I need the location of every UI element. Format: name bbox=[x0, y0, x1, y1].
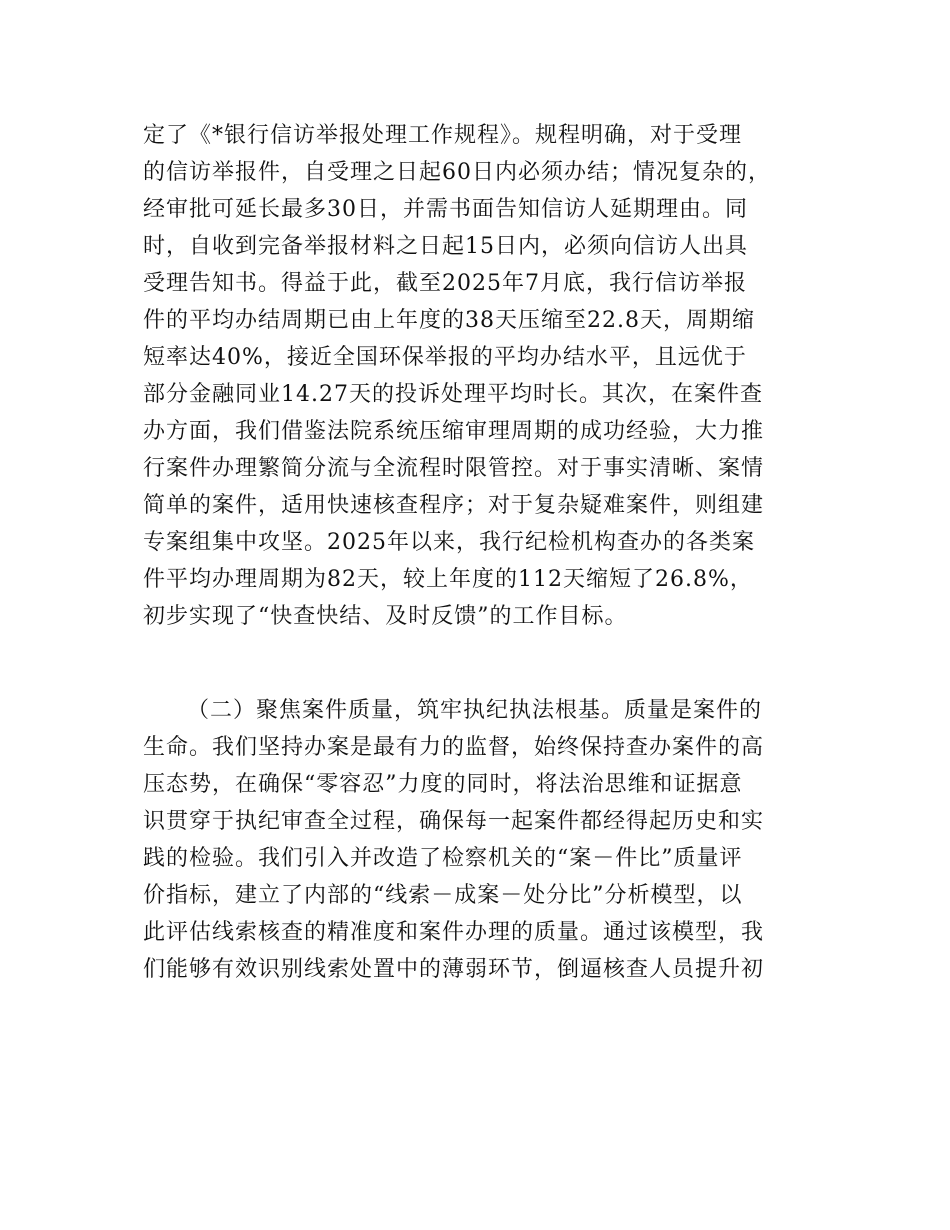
paragraph-line: 行案件办理繁简分流与全流程时限管控。对于事实清晰、案情 bbox=[143, 456, 765, 481]
paragraph-line: 初步实现了“快查快结、及时反馈”的工作目标。 bbox=[143, 604, 628, 629]
paragraph-line: 件平均办理周期为82天，较上年度的112天缩短了26.8%， bbox=[143, 567, 753, 592]
paragraph-line: 们能够有效识别线索处置中的薄弱环节，倒逼核查人员提升初 bbox=[143, 957, 765, 982]
paragraph-line: 生命。我们坚持办案是最有力的监督，始终保持查办案件的高 bbox=[143, 735, 765, 760]
paragraph-line: 时，自收到完备举报材料之日起15日内，必须向信访人出具 bbox=[143, 234, 748, 259]
paragraph-line: 的信访举报件，自受理之日起60日内必须办结；情况复杂的， bbox=[143, 160, 771, 185]
paragraph-line: 经审批可延长最多30日，并需书面告知信访人延期理由。同 bbox=[143, 197, 748, 222]
paragraph-line: 识贯穿于执纪审查全过程，确保每一起案件都经得起历史和实 bbox=[143, 809, 765, 834]
paragraph-line: 定了《*银行信访举报处理工作规程》。规程明确，对于受理 bbox=[143, 123, 743, 148]
paragraph-line: 价指标，建立了内部的“线索－成案－处分比”分析模型，以 bbox=[143, 883, 743, 908]
section-heading-line: （二）聚焦案件质量，筑牢执纪执法根基。质量是案件的 bbox=[187, 698, 763, 723]
paragraph-line: 短率达40%，接近全国环保举报的平均办结水平，且远优于 bbox=[143, 345, 747, 370]
paragraph-line: 部分金融同业14.27天的投诉处理平均时长。其次，在案件查 bbox=[143, 382, 763, 407]
paragraph-line: 此评估线索核查的精准度和案件办理的质量。通过该模型，我 bbox=[143, 920, 765, 945]
paragraph-2 bbox=[143, 692, 823, 988]
paragraph-line: 受理告知书。得益于此，截至2025年7月底，我行信访举报 bbox=[143, 271, 747, 296]
paragraph-line: 件的平均办结周期已由上年度的38天压缩至22.8天，周期缩 bbox=[143, 308, 755, 333]
paragraph-line: 办方面，我们借鉴法院系统压缩审理周期的成功经验，大力推 bbox=[143, 419, 765, 444]
paragraph-line: 践的检验。我们引入并改造了检察机关的“案－件比”质量评 bbox=[143, 846, 743, 871]
paragraph-1 bbox=[143, 117, 823, 635]
paragraph-line: 简单的案件，适用快速核查程序；对于复杂疑难案件，则组建 bbox=[143, 493, 765, 518]
paragraph-line: 压态势，在确保“零容忍”力度的同时，将法治思维和证据意 bbox=[143, 772, 743, 797]
paragraph-line: 专案组集中攻坚。2025年以来，我行纪检机构查办的各类案 bbox=[143, 530, 755, 555]
